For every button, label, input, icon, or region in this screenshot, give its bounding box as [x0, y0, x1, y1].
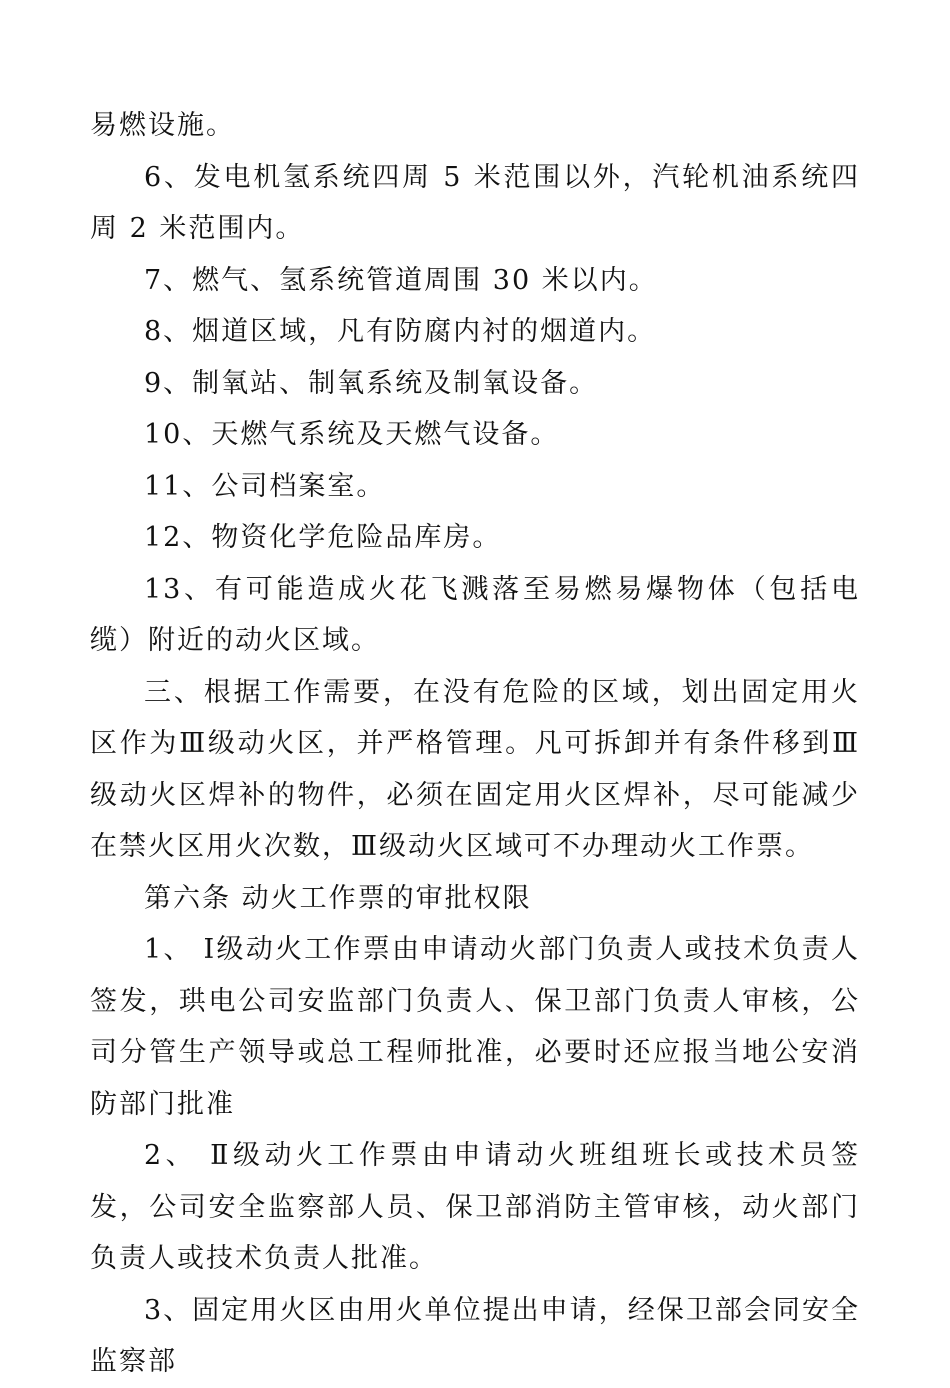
paragraph-fixed-fire-area: 3、固定用火区由用火单位提出申请，经保卫部会同安全监察部 — [90, 1294, 860, 1377]
paragraph-item-6: 6、发电机氢系统四周 5 米范围以外，汽轮机油系统四周 2 米范围内。 — [90, 161, 860, 244]
paragraph-approval-level-2: 2、 Ⅱ级动火工作票由申请动火班组班长或技术员签发，公司安全监察部人员、保卫部消防主管审核，动火部门负责人或技术负责人批准。 — [90, 1140, 860, 1274]
paragraph-section-3: 三、根据工作需要，在没有危险的区域，划出固定用火区作为Ⅲ级动火区，并严格管理。凡可拆卸并有条件移到Ⅲ级动火区焊补的物件，必须在固定用火区焊补，尽可能减少在禁火区用火次数，Ⅲ级动火区域可不办理动火工作票。 — [90, 676, 860, 862]
paragraph-item-8: 8、烟道区域，凡有防腐内衬的烟道内。 — [144, 316, 657, 347]
paragraph-item-7: 7、燃气、氢系统管道周围 30 米以内。 — [144, 264, 658, 296]
paragraph-item-10: 10、天燃气系统及天燃气设备。 — [144, 419, 560, 450]
paragraph-item-9: 9、制氧站、制氧系统及制氧设备。 — [144, 367, 599, 399]
paragraph-approval-level-1: 1、 Ⅰ级动火工作票由申请动火部门负责人或技术负责人签发，珙电公司安监部门负责人、保卫部门负责人审核，公司分管生产领导或总工程师批准，必要时还应报当地公安消防部门批准 — [90, 934, 860, 1120]
paragraph-item-12: 12、物资化学危险品库房。 — [144, 522, 502, 553]
paragraph-item-11: 11、公司档案室。 — [144, 470, 386, 502]
paragraph-flammable-facilities: 易燃设施。 — [90, 110, 235, 141]
article-6-heading: 第六条 动火工作票的审批权限 — [144, 882, 532, 914]
document-body — [90, 100, 860, 1388]
paragraph-item-13: 13、有可能造成火花飞溅落至易燃易爆物体（包括电缆）附近的动火区域。 — [90, 573, 860, 656]
